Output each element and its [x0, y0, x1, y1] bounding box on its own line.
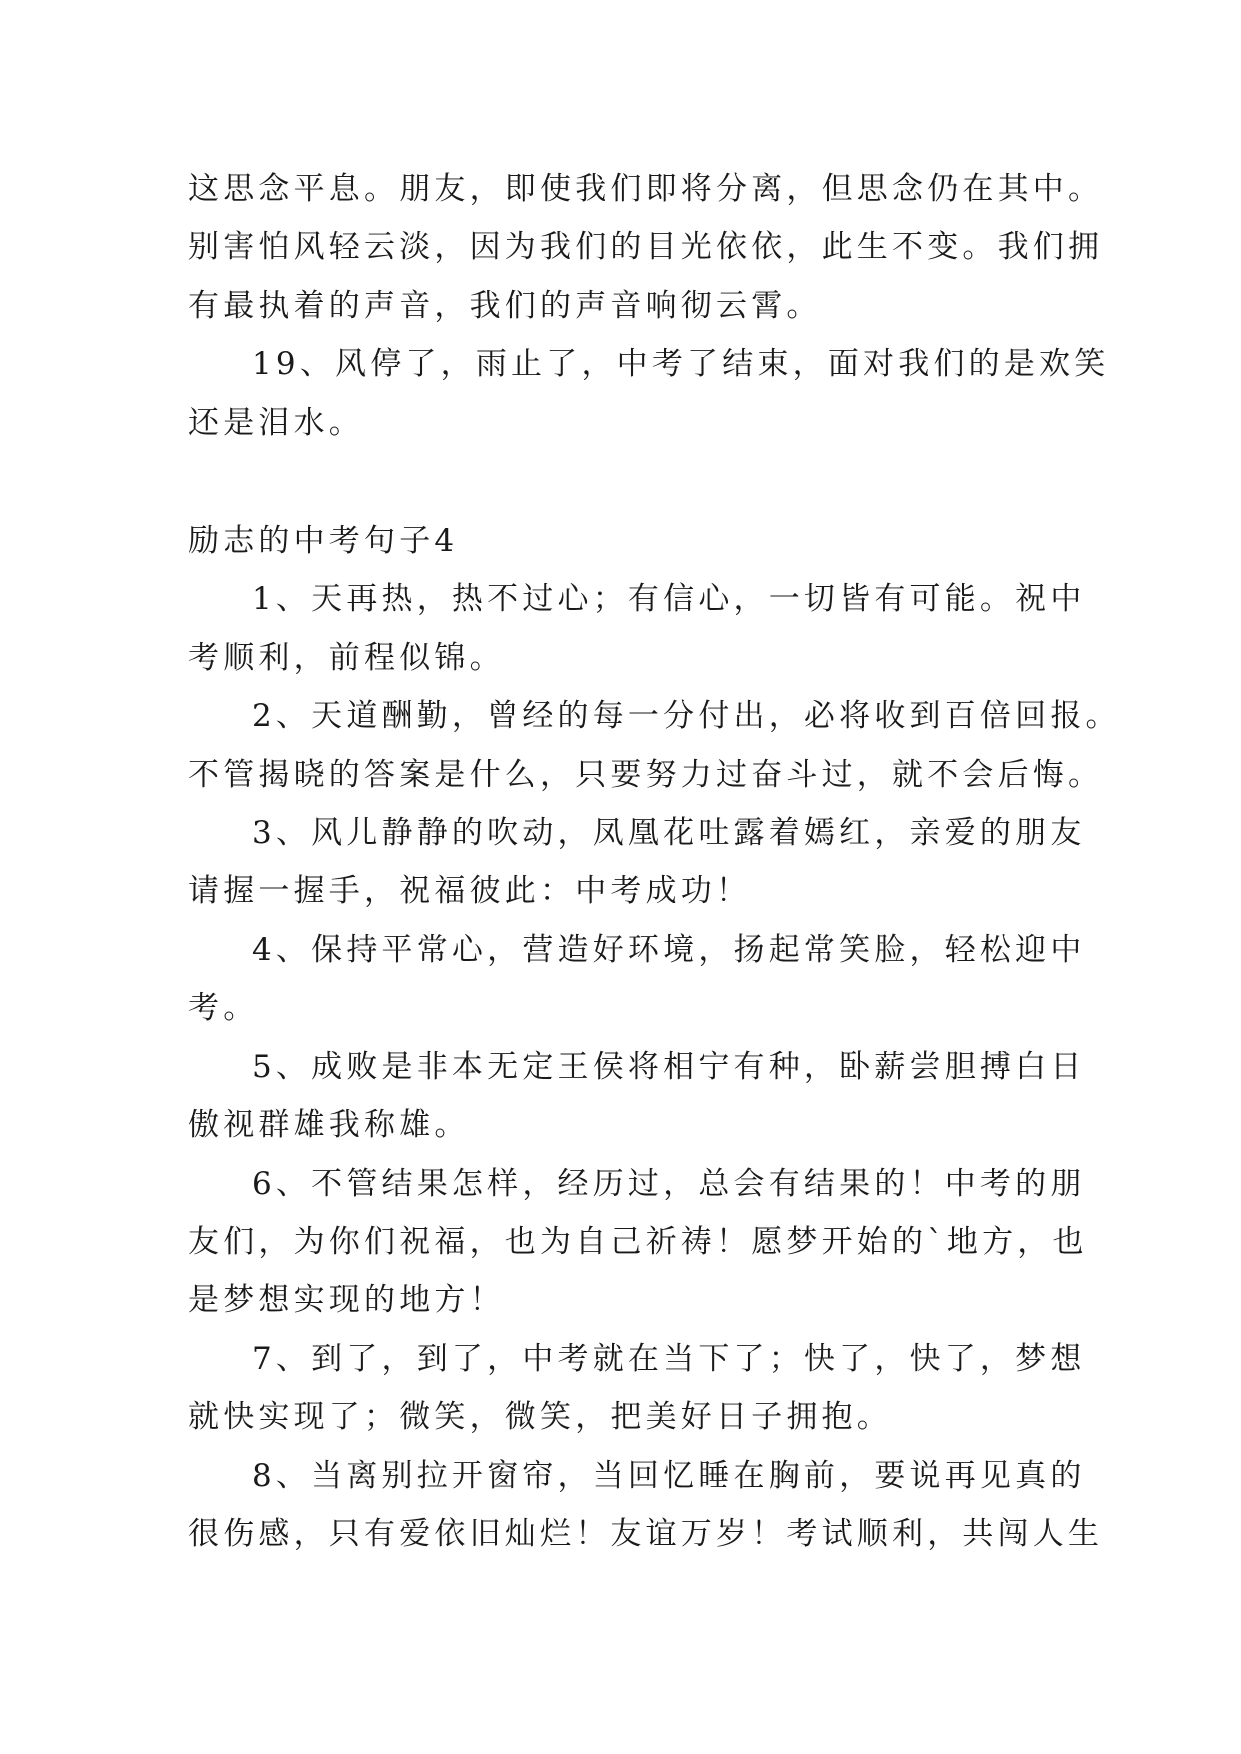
section-spacer: [188, 452, 1068, 512]
item-5-line: 5、成败是非本无定王侯将相宁有种，卧薪尝胆搏白日: [252, 1048, 1086, 1085]
item-7-line: 7、到了，到了，中考就在当下了；快了，快了，梦想: [252, 1340, 1086, 1377]
item-4-line: 考。: [188, 990, 259, 1027]
item-6-line: 6、不管结果怎样，经历过，总会有结果的！中考的朋: [252, 1165, 1086, 1202]
item-19-line: 还是泪水。: [188, 404, 364, 441]
item-3-line: 3、风儿静静的吹动，凤凰花吐露着嫣红，亲爱的朋友: [252, 815, 1086, 852]
section-title: 励志的中考句子4: [188, 523, 459, 560]
item-6-line: 友们，为你们祝福，也为自己祈祷！愿梦开始的`地方，也: [188, 1223, 1088, 1260]
item-5-line: 傲视群雄我称雄。: [188, 1107, 470, 1144]
item-2-line: 不管揭晓的答案是什么，只要努力过奋斗过，就不会后悔。: [188, 756, 1104, 793]
item-4-line: 4、保持平常心，营造好环境，扬起常笑脸，轻松迎中: [252, 931, 1086, 968]
item-2-line: 2、天道酬勤，曾经的每一分付出，必将收到百倍回报。: [252, 698, 1121, 735]
item-19-line: 19、风停了，雨止了，中考了结束，面对我们的是欢笑: [252, 346, 1110, 383]
item-7-line: 就快实现了；微笑，微笑，把美好日子拥抱。: [188, 1399, 892, 1436]
item-1-line: 1、天再热，热不过心；有信心，一切皆有可能。祝中: [252, 581, 1086, 618]
text-line: 这思念平息。朋友，即使我们即将分离，但思念仍在其中。: [188, 171, 1104, 207]
item-8-line: 8、当离别拉开窗帘，当回忆睡在胸前，要说再见真的: [252, 1457, 1086, 1494]
item-6-line: 是梦想实现的地方！: [188, 1282, 505, 1319]
item-1-line: 考顺利，前程似锦。: [188, 639, 505, 676]
item-3-line: 请握一握手，祝福彼此：中考成功！: [188, 873, 752, 910]
item-8-line: 很伤感，只有爱依旧灿烂！友谊万岁！考试顺利，共闯人生: [188, 1515, 1104, 1552]
text-line: 别害怕风轻云淡，因为我们的目光依依，此生不变。我们拥: [188, 229, 1104, 266]
text-line: 有最执着的声音，我们的声音响彻云霄。: [188, 287, 822, 324]
document-page: [188, 160, 1121, 1563]
